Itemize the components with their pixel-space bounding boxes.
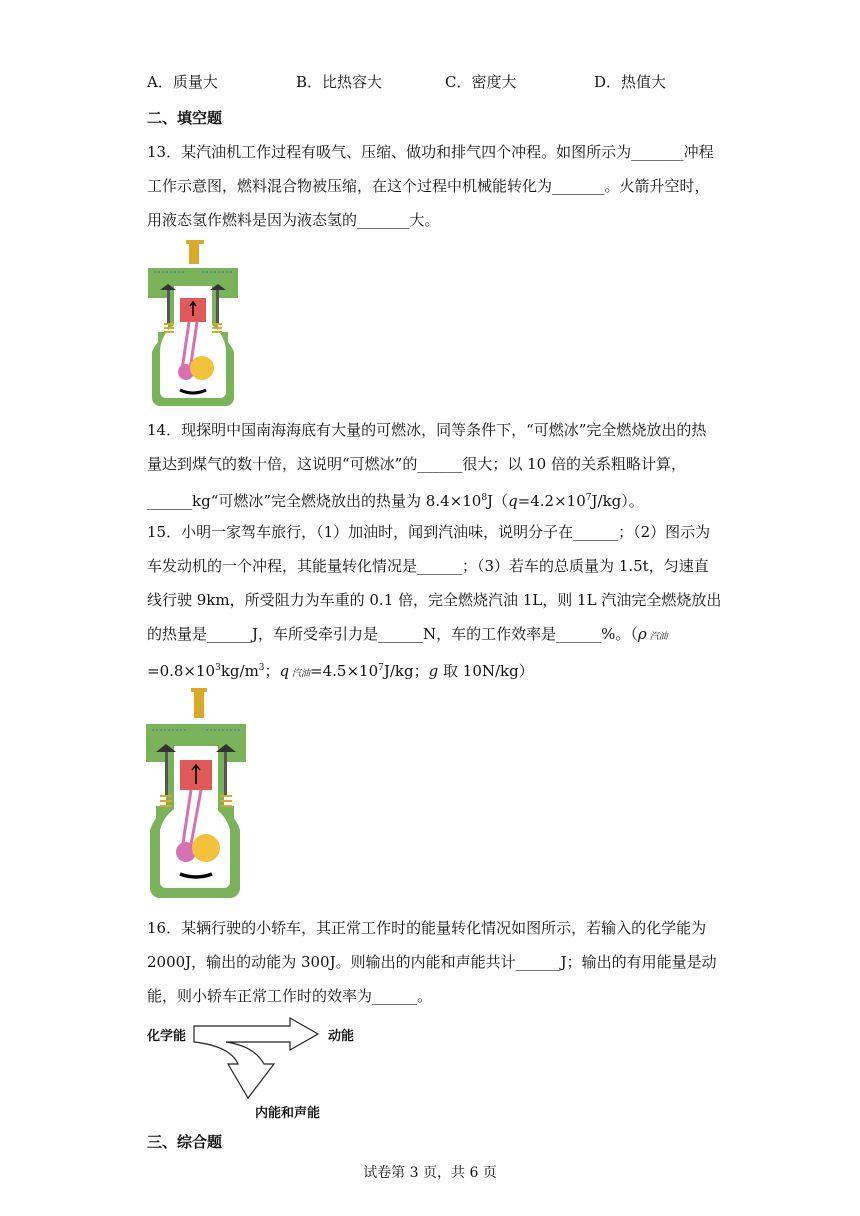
- option-c: C．密度大: [445, 73, 517, 91]
- q13-line-1: 13．某汽油机工作过程有吸气、压缩、做功和排气四个冲程。如图所示为_______冲程: [147, 143, 714, 161]
- label-chemical-energy: 化学能: [147, 1029, 187, 1044]
- energy-flow-arrows: [190, 1016, 330, 1102]
- q14-line-3: ______kg“可燃冰”完全燃烧放出的热量为 $8.4\times 10^8J(q=4.2\times 10^7J/kg)$。: [147, 492, 644, 510]
- engine-compression-figure: [146, 240, 240, 412]
- q13-line-3: 用液态氢作燃料是因为液态氢的_______大。: [147, 211, 440, 229]
- section-heading-comprehensive: 三、综合题: [147, 1133, 223, 1151]
- q14-line-2: 量达到煤气的数十倍，这说明“可燃冰”的______很大；以 10 倍的关系粗略计算，: [147, 455, 686, 473]
- section-heading-fill-blank: 二、填空题: [147, 109, 223, 127]
- q16-line-2: 2000J，输出的动能为 300J。则输出的内能和声能共计______J；输出的有用能量是动: [147, 953, 717, 971]
- engine-stroke-figure: [144, 688, 248, 906]
- q16-line-3: 能，则小轿车正常工作时的效率为______。: [147, 987, 433, 1005]
- label-internal-sound-energy: 内能和声能: [255, 1106, 321, 1121]
- option-d: D．热值大: [594, 73, 667, 91]
- option-b: B．比热容大: [296, 73, 383, 91]
- label-kinetic-energy: 动能: [328, 1029, 355, 1044]
- q15-line-3: 线行驶 9km，所受阻力为车重的 0.1 倍，完全燃烧汽油 1L，则 1L 汽油完全燃烧放出: [147, 591, 722, 609]
- q15-line-4: 的热量是______J，车所受牵引力是______N，车的工作效率是______%。（ρ 汽油: [147, 625, 668, 643]
- q13-line-2: 工作示意图，燃料混合物被压缩，在这个过程中机械能转化为_______。火箭升空时，: [147, 177, 710, 195]
- q15-line-2: 车发动机的一个冲程，其能量转化情况是______；（3）若车的总质量为 1.5t，匀速直: [147, 557, 709, 575]
- q15-line-1: 15．小明一家驾车旅行，（1）加油时，闻到汽油味，说明分子在______；（2）图示为: [147, 523, 711, 541]
- option-a: A．质量大: [147, 73, 218, 91]
- page-footer: 试卷第 3 页，共 6 页: [363, 1165, 497, 1181]
- q14-line-1: 14．现探明中国南海海底有大量的可燃冰，同等条件下，“可燃冰”完全燃烧放出的热: [147, 421, 707, 439]
- q15-line-5: $=0.8\times 10^3kg/m^3$；q 汽油$=4.5\times 10^7J/kg$；g 取 10N/kg）: [147, 662, 534, 680]
- q16-line-1: 16．某辆行驶的小轿车，其正常工作时的能量转化情况如图所示，若输入的化学能为: [147, 919, 707, 937]
